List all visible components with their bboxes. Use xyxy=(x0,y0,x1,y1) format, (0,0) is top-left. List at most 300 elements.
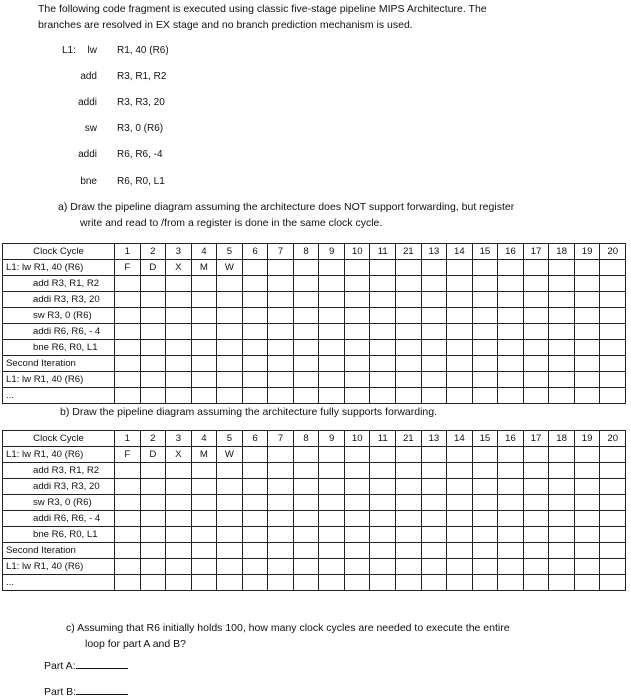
stage-cell[interactable] xyxy=(217,356,243,372)
stage-cell[interactable] xyxy=(421,527,447,543)
stage-cell[interactable] xyxy=(447,356,473,372)
stage-cell[interactable] xyxy=(319,543,345,559)
stage-cell[interactable] xyxy=(421,308,447,324)
stage-cell[interactable]: W xyxy=(217,260,243,276)
stage-cell[interactable] xyxy=(319,495,345,511)
stage-cell[interactable] xyxy=(447,543,473,559)
stage-cell[interactable] xyxy=(498,447,524,463)
stage-cell[interactable] xyxy=(498,308,524,324)
stage-cell[interactable] xyxy=(140,479,166,495)
stage-cell[interactable] xyxy=(268,356,294,372)
stage-cell[interactable] xyxy=(396,372,422,388)
stage-cell[interactable] xyxy=(293,340,319,356)
stage-cell[interactable] xyxy=(421,575,447,591)
stage-cell[interactable] xyxy=(217,463,243,479)
stage-cell[interactable] xyxy=(421,559,447,575)
stage-cell[interactable] xyxy=(166,356,192,372)
stage-cell[interactable] xyxy=(574,559,600,575)
stage-cell[interactable] xyxy=(268,527,294,543)
stage-cell[interactable] xyxy=(115,292,141,308)
stage-cell[interactable] xyxy=(472,495,498,511)
stage-cell[interactable] xyxy=(217,340,243,356)
stage-cell[interactable] xyxy=(242,356,268,372)
stage-cell[interactable] xyxy=(370,575,396,591)
stage-cell[interactable] xyxy=(370,292,396,308)
stage-cell[interactable] xyxy=(370,388,396,404)
stage-cell[interactable] xyxy=(166,575,192,591)
stage-cell[interactable] xyxy=(293,372,319,388)
stage-cell[interactable] xyxy=(498,292,524,308)
stage-cell[interactable] xyxy=(523,324,549,340)
stage-cell[interactable] xyxy=(140,388,166,404)
answer-part-b-blank[interactable] xyxy=(76,684,128,695)
stage-cell[interactable] xyxy=(268,324,294,340)
stage-cell[interactable] xyxy=(600,340,626,356)
stage-cell[interactable] xyxy=(140,372,166,388)
stage-cell[interactable] xyxy=(600,575,626,591)
stage-cell[interactable] xyxy=(574,527,600,543)
stage-cell[interactable] xyxy=(472,356,498,372)
stage-cell[interactable] xyxy=(421,276,447,292)
stage-cell[interactable] xyxy=(319,511,345,527)
stage-cell[interactable]: W xyxy=(217,447,243,463)
stage-cell[interactable] xyxy=(268,495,294,511)
stage-cell[interactable] xyxy=(217,495,243,511)
stage-cell[interactable] xyxy=(472,559,498,575)
stage-cell[interactable] xyxy=(396,543,422,559)
stage-cell[interactable] xyxy=(421,340,447,356)
stage-cell[interactable] xyxy=(498,543,524,559)
stage-cell[interactable] xyxy=(115,463,141,479)
stage-cell[interactable] xyxy=(344,511,370,527)
stage-cell[interactable] xyxy=(191,479,217,495)
stage-cell[interactable] xyxy=(191,292,217,308)
stage-cell[interactable] xyxy=(242,260,268,276)
stage-cell[interactable] xyxy=(293,260,319,276)
stage-cell[interactable] xyxy=(447,479,473,495)
stage-cell[interactable] xyxy=(523,559,549,575)
stage-cell[interactable] xyxy=(293,447,319,463)
stage-cell[interactable] xyxy=(344,260,370,276)
stage-cell[interactable]: F xyxy=(115,260,141,276)
stage-cell[interactable] xyxy=(293,356,319,372)
stage-cell[interactable] xyxy=(242,372,268,388)
stage-cell[interactable] xyxy=(293,292,319,308)
stage-cell[interactable] xyxy=(217,559,243,575)
stage-cell[interactable] xyxy=(115,527,141,543)
stage-cell[interactable] xyxy=(242,388,268,404)
stage-cell[interactable] xyxy=(242,292,268,308)
stage-cell[interactable] xyxy=(242,495,268,511)
stage-cell[interactable] xyxy=(447,527,473,543)
stage-cell[interactable] xyxy=(268,463,294,479)
stage-cell[interactable] xyxy=(140,575,166,591)
stage-cell[interactable] xyxy=(166,324,192,340)
stage-cell[interactable] xyxy=(523,511,549,527)
stage-cell[interactable] xyxy=(268,511,294,527)
stage-cell[interactable] xyxy=(549,340,575,356)
stage-cell[interactable] xyxy=(523,479,549,495)
stage-cell[interactable] xyxy=(370,479,396,495)
stage-cell[interactable] xyxy=(115,575,141,591)
stage-cell[interactable]: D xyxy=(140,260,166,276)
stage-cell[interactable]: M xyxy=(191,447,217,463)
stage-cell[interactable] xyxy=(166,559,192,575)
stage-cell[interactable] xyxy=(421,260,447,276)
stage-cell[interactable] xyxy=(421,324,447,340)
stage-cell[interactable] xyxy=(242,575,268,591)
stage-cell[interactable] xyxy=(549,479,575,495)
stage-cell[interactable] xyxy=(421,495,447,511)
stage-cell[interactable] xyxy=(472,340,498,356)
stage-cell[interactable] xyxy=(498,340,524,356)
stage-cell[interactable] xyxy=(344,447,370,463)
stage-cell[interactable] xyxy=(166,340,192,356)
stage-cell[interactable] xyxy=(166,511,192,527)
stage-cell[interactable] xyxy=(523,388,549,404)
stage-cell[interactable]: F xyxy=(115,447,141,463)
stage-cell[interactable] xyxy=(370,276,396,292)
stage-cell[interactable] xyxy=(268,372,294,388)
stage-cell[interactable] xyxy=(319,372,345,388)
stage-cell[interactable] xyxy=(217,575,243,591)
stage-cell[interactable] xyxy=(396,447,422,463)
stage-cell[interactable] xyxy=(549,559,575,575)
stage-cell[interactable] xyxy=(319,356,345,372)
stage-cell[interactable] xyxy=(574,292,600,308)
stage-cell[interactable] xyxy=(166,292,192,308)
stage-cell[interactable] xyxy=(574,543,600,559)
stage-cell[interactable] xyxy=(523,527,549,543)
stage-cell[interactable] xyxy=(344,356,370,372)
stage-cell[interactable] xyxy=(523,260,549,276)
stage-cell[interactable] xyxy=(268,340,294,356)
stage-cell[interactable] xyxy=(523,463,549,479)
stage-cell[interactable] xyxy=(447,260,473,276)
stage-cell[interactable] xyxy=(600,479,626,495)
stage-cell[interactable] xyxy=(447,559,473,575)
stage-cell[interactable] xyxy=(242,463,268,479)
stage-cell[interactable] xyxy=(396,527,422,543)
stage-cell[interactable] xyxy=(140,527,166,543)
stage-cell[interactable] xyxy=(523,495,549,511)
stage-cell[interactable] xyxy=(600,372,626,388)
stage-cell[interactable] xyxy=(472,372,498,388)
stage-cell[interactable] xyxy=(370,559,396,575)
stage-cell[interactable] xyxy=(574,340,600,356)
stage-cell[interactable] xyxy=(166,388,192,404)
stage-cell[interactable] xyxy=(140,276,166,292)
stage-cell[interactable] xyxy=(396,324,422,340)
stage-cell[interactable] xyxy=(268,559,294,575)
stage-cell[interactable] xyxy=(191,340,217,356)
stage-cell[interactable] xyxy=(549,276,575,292)
stage-cell[interactable] xyxy=(217,511,243,527)
stage-cell[interactable] xyxy=(370,511,396,527)
stage-cell[interactable] xyxy=(600,388,626,404)
stage-cell[interactable] xyxy=(498,388,524,404)
stage-cell[interactable] xyxy=(319,260,345,276)
stage-cell[interactable] xyxy=(574,356,600,372)
stage-cell[interactable] xyxy=(140,324,166,340)
stage-cell[interactable] xyxy=(370,308,396,324)
stage-cell[interactable] xyxy=(523,543,549,559)
stage-cell[interactable] xyxy=(447,324,473,340)
stage-cell[interactable] xyxy=(574,479,600,495)
stage-cell[interactable] xyxy=(140,340,166,356)
stage-cell[interactable] xyxy=(396,575,422,591)
stage-cell[interactable] xyxy=(498,276,524,292)
stage-cell[interactable] xyxy=(421,372,447,388)
stage-cell[interactable] xyxy=(344,292,370,308)
stage-cell[interactable] xyxy=(242,527,268,543)
stage-cell[interactable] xyxy=(447,575,473,591)
stage-cell[interactable] xyxy=(191,495,217,511)
stage-cell[interactable] xyxy=(396,479,422,495)
stage-cell[interactable] xyxy=(115,511,141,527)
stage-cell[interactable] xyxy=(293,543,319,559)
stage-cell[interactable] xyxy=(600,511,626,527)
stage-cell[interactable] xyxy=(498,527,524,543)
stage-cell[interactable] xyxy=(166,276,192,292)
stage-cell[interactable] xyxy=(472,479,498,495)
stage-cell[interactable] xyxy=(115,495,141,511)
stage-cell[interactable] xyxy=(421,388,447,404)
stage-cell[interactable] xyxy=(574,308,600,324)
stage-cell[interactable] xyxy=(242,324,268,340)
stage-cell[interactable] xyxy=(140,308,166,324)
stage-cell[interactable] xyxy=(319,447,345,463)
stage-cell[interactable] xyxy=(472,276,498,292)
stage-cell[interactable] xyxy=(166,308,192,324)
stage-cell[interactable] xyxy=(396,308,422,324)
stage-cell[interactable] xyxy=(421,356,447,372)
stage-cell[interactable] xyxy=(115,372,141,388)
stage-cell[interactable] xyxy=(242,276,268,292)
stage-cell[interactable] xyxy=(549,356,575,372)
stage-cell[interactable] xyxy=(293,495,319,511)
stage-cell[interactable] xyxy=(523,276,549,292)
stage-cell[interactable] xyxy=(242,340,268,356)
stage-cell[interactable]: D xyxy=(140,447,166,463)
stage-cell[interactable] xyxy=(549,388,575,404)
stage-cell[interactable] xyxy=(242,447,268,463)
stage-cell[interactable] xyxy=(293,388,319,404)
stage-cell[interactable] xyxy=(600,543,626,559)
stage-cell[interactable] xyxy=(549,543,575,559)
stage-cell[interactable] xyxy=(421,447,447,463)
stage-cell[interactable] xyxy=(217,388,243,404)
stage-cell[interactable] xyxy=(370,527,396,543)
stage-cell[interactable] xyxy=(217,276,243,292)
stage-cell[interactable] xyxy=(293,575,319,591)
stage-cell[interactable] xyxy=(115,479,141,495)
stage-cell[interactable] xyxy=(319,324,345,340)
stage-cell[interactable] xyxy=(447,447,473,463)
stage-cell[interactable] xyxy=(140,356,166,372)
stage-cell[interactable] xyxy=(447,372,473,388)
stage-cell[interactable] xyxy=(472,292,498,308)
stage-cell[interactable] xyxy=(447,511,473,527)
stage-cell[interactable] xyxy=(293,463,319,479)
stage-cell[interactable] xyxy=(115,388,141,404)
stage-cell[interactable] xyxy=(421,479,447,495)
stage-cell[interactable] xyxy=(293,324,319,340)
answer-part-a-blank[interactable] xyxy=(76,658,128,669)
stage-cell[interactable] xyxy=(447,292,473,308)
stage-cell[interactable] xyxy=(396,356,422,372)
stage-cell[interactable] xyxy=(600,276,626,292)
stage-cell[interactable] xyxy=(217,479,243,495)
stage-cell[interactable] xyxy=(396,260,422,276)
stage-cell[interactable] xyxy=(268,388,294,404)
stage-cell[interactable] xyxy=(472,543,498,559)
stage-cell[interactable] xyxy=(115,276,141,292)
stage-cell[interactable] xyxy=(574,324,600,340)
stage-cell[interactable] xyxy=(191,372,217,388)
stage-cell[interactable] xyxy=(549,308,575,324)
stage-cell[interactable] xyxy=(344,479,370,495)
stage-cell[interactable] xyxy=(549,447,575,463)
stage-cell[interactable] xyxy=(523,575,549,591)
stage-cell[interactable] xyxy=(549,511,575,527)
stage-cell[interactable] xyxy=(396,340,422,356)
stage-cell[interactable] xyxy=(472,463,498,479)
stage-cell[interactable] xyxy=(140,543,166,559)
stage-cell[interactable] xyxy=(498,495,524,511)
stage-cell[interactable] xyxy=(217,324,243,340)
stage-cell[interactable] xyxy=(115,356,141,372)
stage-cell[interactable]: M xyxy=(191,260,217,276)
stage-cell[interactable] xyxy=(242,543,268,559)
stage-cell[interactable] xyxy=(574,276,600,292)
stage-cell[interactable] xyxy=(498,479,524,495)
stage-cell[interactable] xyxy=(600,463,626,479)
stage-cell[interactable] xyxy=(140,463,166,479)
stage-cell[interactable] xyxy=(498,372,524,388)
stage-cell[interactable] xyxy=(319,308,345,324)
stage-cell[interactable] xyxy=(191,575,217,591)
stage-cell[interactable] xyxy=(268,260,294,276)
stage-cell[interactable] xyxy=(191,559,217,575)
stage-cell[interactable] xyxy=(319,559,345,575)
stage-cell[interactable] xyxy=(472,260,498,276)
stage-cell[interactable] xyxy=(447,388,473,404)
stage-cell[interactable] xyxy=(472,575,498,591)
stage-cell[interactable] xyxy=(115,324,141,340)
stage-cell[interactable] xyxy=(191,543,217,559)
stage-cell[interactable] xyxy=(472,447,498,463)
stage-cell[interactable] xyxy=(396,388,422,404)
stage-cell[interactable] xyxy=(293,527,319,543)
stage-cell[interactable] xyxy=(370,260,396,276)
stage-cell[interactable] xyxy=(191,308,217,324)
stage-cell[interactable] xyxy=(600,308,626,324)
stage-cell[interactable] xyxy=(600,559,626,575)
stage-cell[interactable] xyxy=(600,447,626,463)
stage-cell[interactable] xyxy=(344,527,370,543)
stage-cell[interactable] xyxy=(600,527,626,543)
stage-cell[interactable] xyxy=(268,308,294,324)
stage-cell[interactable] xyxy=(574,447,600,463)
stage-cell[interactable] xyxy=(523,340,549,356)
stage-cell[interactable] xyxy=(549,463,575,479)
stage-cell[interactable] xyxy=(498,463,524,479)
stage-cell[interactable] xyxy=(115,308,141,324)
stage-cell[interactable] xyxy=(472,527,498,543)
stage-cell[interactable] xyxy=(600,292,626,308)
stage-cell[interactable] xyxy=(166,527,192,543)
stage-cell[interactable] xyxy=(191,324,217,340)
stage-cell[interactable] xyxy=(268,575,294,591)
stage-cell[interactable] xyxy=(396,463,422,479)
stage-cell[interactable] xyxy=(396,276,422,292)
stage-cell[interactable] xyxy=(574,260,600,276)
stage-cell[interactable] xyxy=(217,543,243,559)
stage-cell[interactable] xyxy=(293,276,319,292)
stage-cell[interactable]: X xyxy=(166,447,192,463)
stage-cell[interactable] xyxy=(396,292,422,308)
stage-cell[interactable] xyxy=(447,495,473,511)
stage-cell[interactable] xyxy=(523,292,549,308)
stage-cell[interactable] xyxy=(268,543,294,559)
stage-cell[interactable] xyxy=(191,463,217,479)
stage-cell[interactable] xyxy=(421,543,447,559)
stage-cell[interactable] xyxy=(166,495,192,511)
stage-cell[interactable] xyxy=(549,527,575,543)
stage-cell[interactable] xyxy=(421,511,447,527)
stage-cell[interactable] xyxy=(166,543,192,559)
stage-cell[interactable] xyxy=(319,292,345,308)
stage-cell[interactable] xyxy=(344,372,370,388)
stage-cell[interactable] xyxy=(293,511,319,527)
stage-cell[interactable] xyxy=(600,260,626,276)
stage-cell[interactable] xyxy=(574,388,600,404)
stage-cell[interactable] xyxy=(115,543,141,559)
stage-cell[interactable] xyxy=(574,511,600,527)
stage-cell[interactable] xyxy=(344,463,370,479)
stage-cell[interactable] xyxy=(115,559,141,575)
stage-cell[interactable] xyxy=(293,308,319,324)
stage-cell[interactable] xyxy=(293,479,319,495)
stage-cell[interactable] xyxy=(370,340,396,356)
stage-cell[interactable] xyxy=(344,559,370,575)
stage-cell[interactable] xyxy=(268,292,294,308)
stage-cell[interactable] xyxy=(370,372,396,388)
stage-cell[interactable] xyxy=(166,479,192,495)
stage-cell[interactable] xyxy=(498,324,524,340)
stage-cell[interactable] xyxy=(370,324,396,340)
stage-cell[interactable] xyxy=(115,340,141,356)
stage-cell[interactable] xyxy=(498,559,524,575)
stage-cell[interactable] xyxy=(447,308,473,324)
stage-cell[interactable] xyxy=(191,276,217,292)
stage-cell[interactable] xyxy=(549,495,575,511)
stage-cell[interactable] xyxy=(523,356,549,372)
stage-cell[interactable] xyxy=(498,356,524,372)
stage-cell[interactable] xyxy=(523,447,549,463)
stage-cell[interactable] xyxy=(191,356,217,372)
stage-cell[interactable] xyxy=(344,543,370,559)
stage-cell[interactable] xyxy=(498,511,524,527)
stage-cell[interactable] xyxy=(344,276,370,292)
stage-cell[interactable] xyxy=(574,495,600,511)
stage-cell[interactable] xyxy=(166,463,192,479)
stage-cell[interactable] xyxy=(344,495,370,511)
stage-cell[interactable] xyxy=(574,463,600,479)
stage-cell[interactable] xyxy=(217,292,243,308)
stage-cell[interactable] xyxy=(472,511,498,527)
